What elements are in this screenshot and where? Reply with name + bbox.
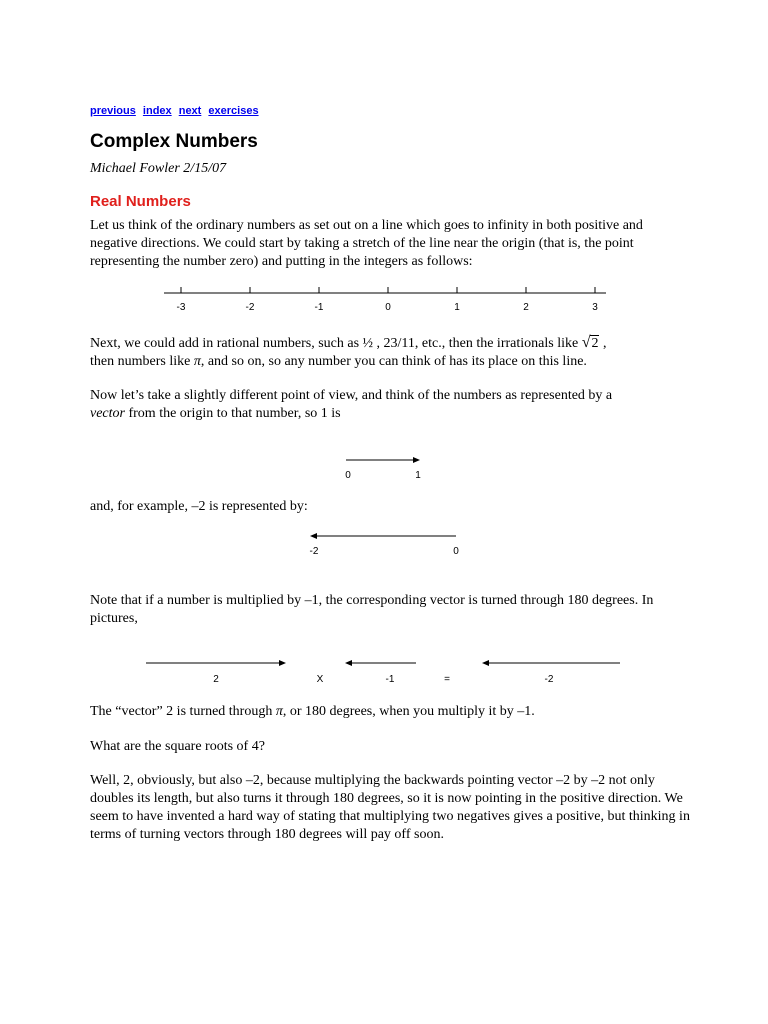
paragraph-intro: Let us think of the ordinary numbers as set out on a line which goes to infinity in both positive and negative directions. We could start by taking a stretch of the line near the origin (that is, the point representing the number zero) and putting in the integers as follows: (90, 218, 643, 269)
paragraph-minus-two: and, for example, –2 is represented by: (90, 499, 308, 514)
vector-one-diagram (340, 452, 430, 482)
nav-next-link[interactable]: next (178, 105, 202, 117)
vector-label: 1 (415, 470, 421, 481)
tick-label: -1 (314, 302, 324, 313)
rationals-text-c: then numbers like (90, 354, 194, 369)
sqrt-symbol: √ (581, 334, 591, 351)
tick-label: 2 (523, 302, 529, 313)
arrowhead-right-icon (279, 660, 286, 666)
vector-label: -2 (309, 546, 319, 557)
pi-symbol: π (193, 354, 201, 369)
rationals-text-b: , (599, 336, 607, 351)
pi-symbol: π (275, 704, 283, 719)
equation-label: X (316, 674, 324, 685)
number-line-diagram (164, 282, 614, 314)
vector-label: 0 (453, 546, 459, 557)
tick-label: 1 (454, 302, 460, 313)
section-heading: Real Numbers (90, 193, 191, 210)
equation-label: = (444, 674, 450, 685)
nav-exercises-link[interactable]: exercises (208, 105, 259, 117)
vector-text-b: from the origin to that number, so 1 is (124, 406, 341, 421)
tick-label: 3 (592, 302, 598, 313)
tick-label: 0 (385, 302, 391, 313)
nav-previous-link[interactable]: previous (90, 105, 136, 117)
rationals-text-a: Next, we could add in rational numbers, such as ½ , 23/11, etc., then the irrationals like (90, 336, 582, 351)
paragraph-vector-view (90, 387, 690, 423)
nav-index-link[interactable]: index (142, 105, 172, 117)
nav-links (90, 105, 263, 117)
equation-label: -1 (385, 674, 395, 685)
turned-text-a: The “vector” 2 is turned through (90, 704, 276, 719)
rationals-text-d: , and so on, so any number you can think of has its place on this line. (200, 354, 587, 369)
turned-text-b: , or 180 degrees, when you multiply it by –1. (282, 704, 535, 719)
arrowhead-right-icon (413, 457, 420, 463)
paragraph-multiply-minus-one: Note that if a number is multiplied by –1, the corresponding vector is turned through 180 degrees. In pictures, (90, 593, 654, 626)
tick-label: -3 (176, 302, 186, 313)
vector-label: 0 (345, 470, 351, 481)
vector-minus-two-diagram (304, 528, 464, 558)
paragraph-square-roots-answer: Well, 2, obviously, but also –2, because multiplying the backwards pointing vector –2 by –2 not only doubles its length, but also turns it through 180 degrees, so it is now pointing in the positive direction. We seem to have invented a hard way of stating that multiplying two negatives gives a positive, but thinking in terms of turning vectors through 180 degrees will pay off soon. (90, 773, 690, 842)
tick-label: -2 (245, 302, 255, 313)
vector-word: vector (90, 406, 125, 421)
vector-text-a: Now let’s take a slightly different point of view, and think of the numbers as represented by a (90, 388, 613, 403)
equation-label: 2 (213, 674, 219, 685)
multiplication-diagram (144, 654, 624, 686)
paragraph-rationals (90, 334, 690, 371)
equation-label: -2 (544, 674, 554, 685)
paragraph-turned-through (90, 703, 690, 721)
page-title: Complex Numbers (90, 131, 258, 152)
paragraph-square-roots-question: What are the square roots of 4? (90, 739, 265, 754)
sqrt-argument: 2 (591, 336, 599, 351)
author-date: Michael Fowler 2/15/07 (90, 161, 227, 176)
